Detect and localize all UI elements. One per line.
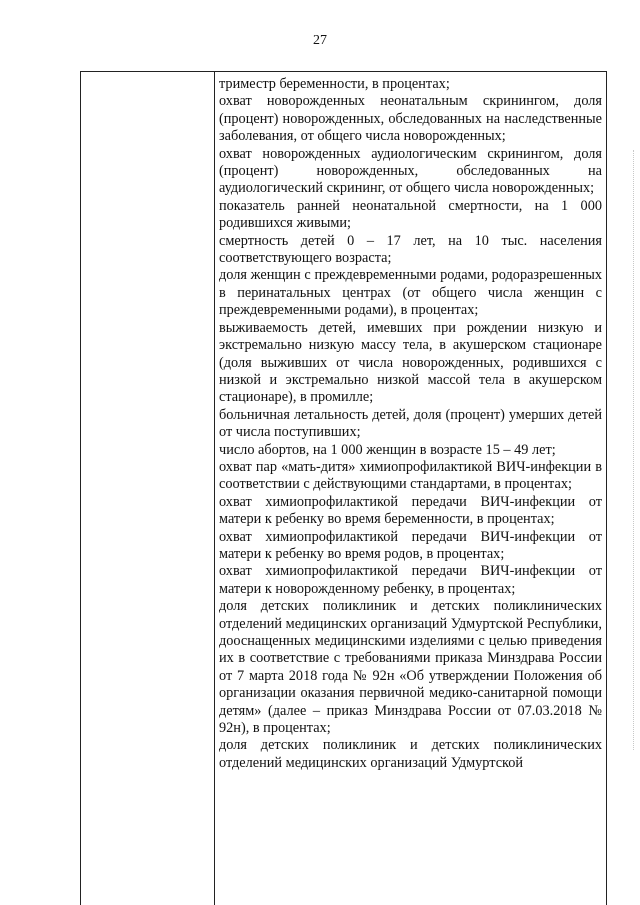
indicator-item: показатель ранней неонатальной смертности, на 1 000 родившихся живыми; [219, 197, 602, 232]
column-divider [214, 72, 215, 905]
indicator-item: охват химиопрофилактикой передачи ВИЧ-инфекции от матери к ребенку во время беременности, в процентах; [219, 493, 602, 528]
indicator-item: доля детских поликлиник и детских поликлинических отделений медицинских организаций Удмуртской Республики, дооснащенных медицинскими изделиями с целью приведения их в соответствие с требованиями приказа Минздрава России от 7 марта 2018 года № 92н «Об утверждении Положения об организации оказания первичной медико-санитарной помощи детям» (далее – приказ Минздрава России от 07.03.2018 № 92н), в процентах; [219, 598, 602, 737]
indicator-item: выживаемость детей, имевших при рождении низкую и экстремально низкую массу тела, в акушерском стационаре (доля выживших от числа новорожденных, родившихся с низкой и экстремально низкой массой тела в акушерском стационаре), в промилле; [219, 319, 602, 406]
scan-edge-marks [632, 150, 634, 750]
page-number: 27 [313, 33, 327, 48]
indicator-item: доля женщин с преждевременными родами, родоразрешенных в перинатальных центрах (от общего числа женщин с преждевременными родами), в процентах; [219, 267, 602, 319]
indicators-table [80, 71, 607, 905]
indicator-item: охват пар «мать-дитя» химиопрофилактикой ВИЧ-инфекции в соответствии с действующими стандартами, в процентах; [219, 458, 602, 493]
indicator-item: охват химиопрофилактикой передачи ВИЧ-инфекции от матери к ребенку во время родов, в процентах; [219, 528, 602, 562]
indicator-item: больничная летальность детей, доля (процент) умерших детей от числа поступивших; [219, 406, 602, 441]
indicator-item: число абортов, на 1 000 женщин в возрасте 15 – 49 лет; [219, 441, 556, 458]
indicator-item: охват химиопрофилактикой передачи ВИЧ-инфекции от матери к новорожденному ребенку, в процентах; [219, 563, 602, 597]
indicator-item: смертность детей 0 – 17 лет, на 10 тыс. населения соответствующего возраста; [219, 232, 602, 267]
indicator-item: охват новорожденных неонатальным скринингом, доля (процент) новорожденных, обследованных на наследственные заболевания, от общего числа новорожденных; [219, 93, 602, 145]
indicator-item: охват новорожденных аудиологическим скринингом, доля (процент) новорожденных, обследованных на аудиологический скрининг, от общего числа новорожденных; [219, 145, 602, 197]
indicators-cell [219, 76, 602, 772]
indicator-item: доля детских поликлиник и детских поликлинических отделений медицинских организаций Удмуртской [219, 737, 602, 771]
indicator-item: триместр беременности, в процентах; [219, 76, 450, 92]
